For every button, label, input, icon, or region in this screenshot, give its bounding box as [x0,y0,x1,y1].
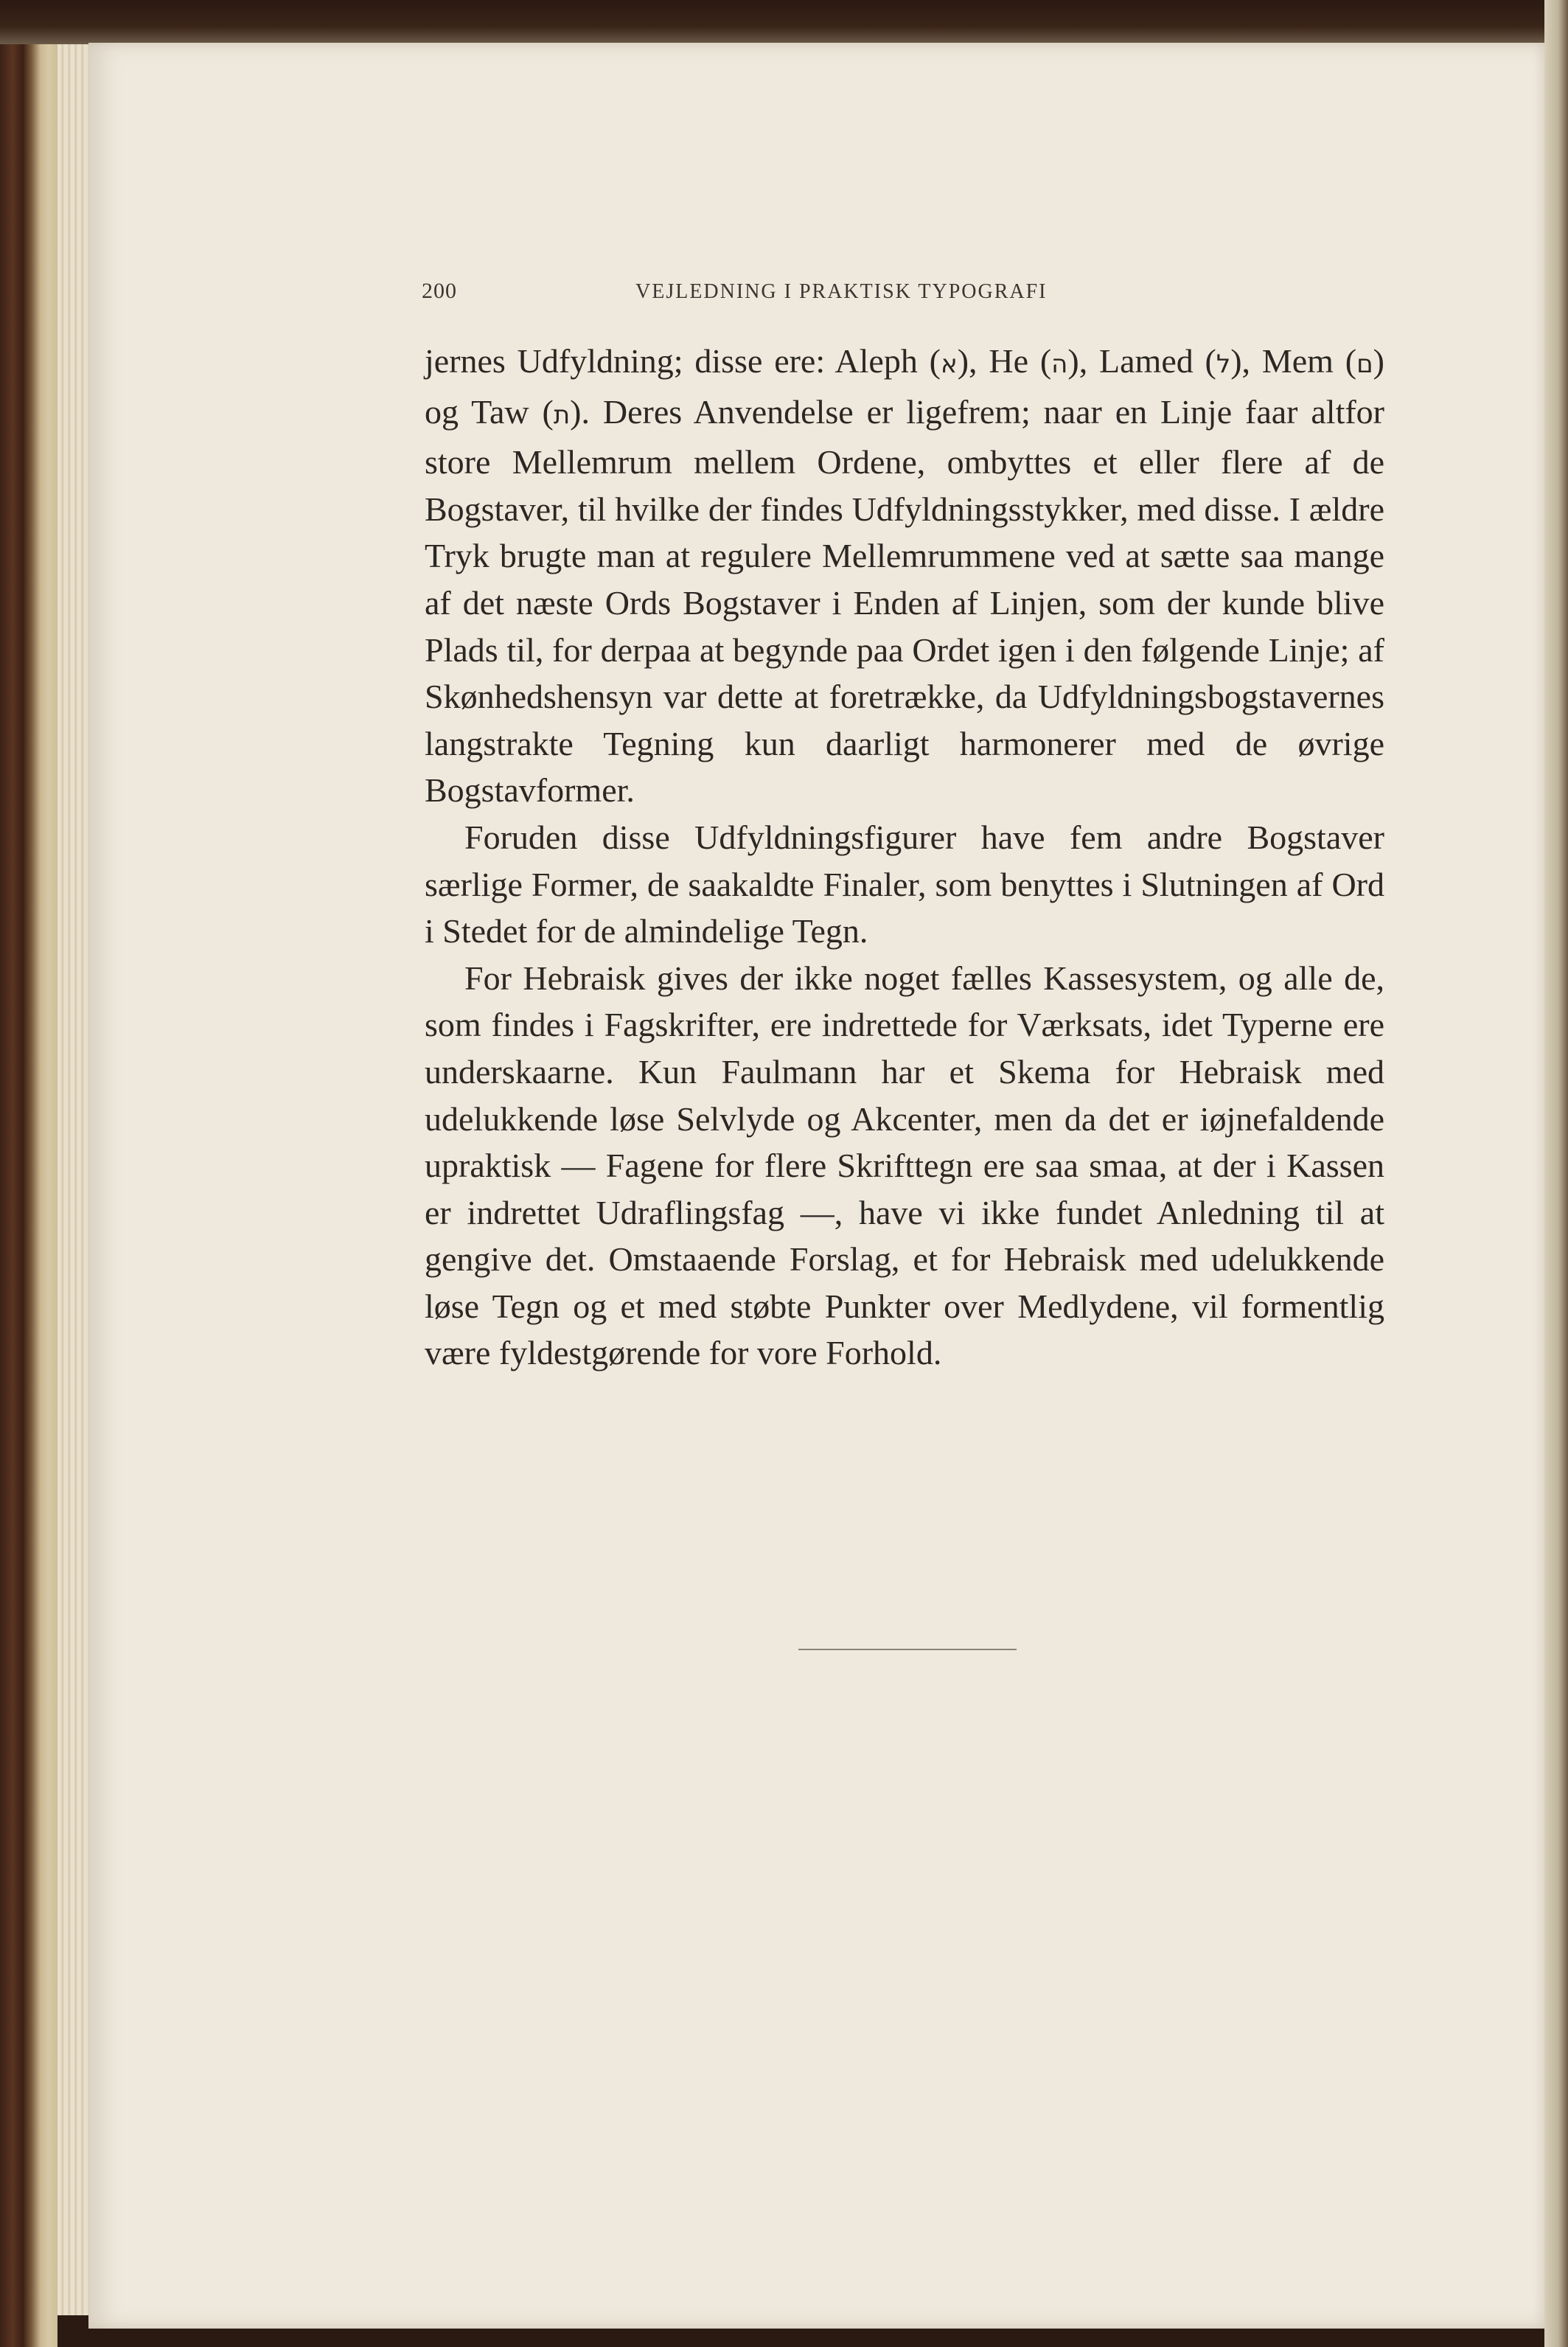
hebrew-he: ה [1051,350,1068,379]
hebrew-taw: ת [553,400,571,430]
paragraph-1-text-c: ), Lamed ( [1067,342,1216,380]
paragraph-1 [425,338,1384,814]
paragraph-1-text-d: ), Mem ( [1230,342,1357,380]
body-text [425,338,1384,1377]
paragraph-1-text-b: ), He ( [957,342,1052,380]
right-edge [1544,0,1568,2347]
hebrew-mem: ם [1356,350,1373,379]
page-number: 200 [422,279,457,303]
running-head: VEJLEDNING I PRAKTISK TYPOGRAFI [635,280,1048,303]
book-binding [0,0,58,2347]
paragraph-1-text-f: ). Deres Anvendelse er ligefrem; naar en Linje faar altfor store Mellemrum mellem Ordene, ombyttes et eller flere af de Bogstaver, til hvilke der findes Udfyldningsstykker, med disse. I ældre Tryk brugte man at regulere Mellemrummene ved at sætte saa mange af det næste Ords Bogstaver i Enden af Linjen, som der kunde blive Plads til, for derpaa at begynde paa Ordet igen i den følgende Linje; af Skønhedshensyn var dette at foretrække, da Udfyldningsbogstavernes langstrakte Tegning kun daarligt harmonerer med de øvrige Bogstavformer. [425,392,1385,810]
hebrew-aleph: א [940,350,958,379]
paragraph-3: For Hebraisk gives der ikke noget fælles Kassesystem, og alle de, som findes i Fagskrifter, ere indrettede for Værksats, idet Typerne ere underskaarne. Kun Faulmann har et Skema for Hebraisk med udelukkende løse Selvlyde og Akcenter, men da det er iøjnefaldende upraktisk — Fagene for flere Skrifttegn ere saa smaa, at der i Kassen er indrettet Udraflingsfag —, have vi ikke fundet Anledning til at gengive det. Omstaaende Forslag, et for Hebraisk med udelukkende løse Tegn og et med støbte Punkter over Medlydene, vil formentlig være fyldestgørende for vore Forhold. [425,959,1384,1372]
paragraph-2: Foruden disse Udfyldningsfigurer have fem andre Bogstaver særlige Former, de saakaldte Finaler, som benyttes i Slutningen af Ord i Stedet for de almindelige Tegn. [425,818,1384,950]
top-edge [0,0,1568,44]
page-header [422,279,1395,316]
section-rule [798,1649,1017,1650]
paragraph-1-text-e: ) og Taw ( [425,342,1384,431]
hebrew-lamed: ל [1216,350,1231,379]
paragraph-1-text-a: jernes Udfyldning; disse ere: Aleph ( [425,342,941,380]
